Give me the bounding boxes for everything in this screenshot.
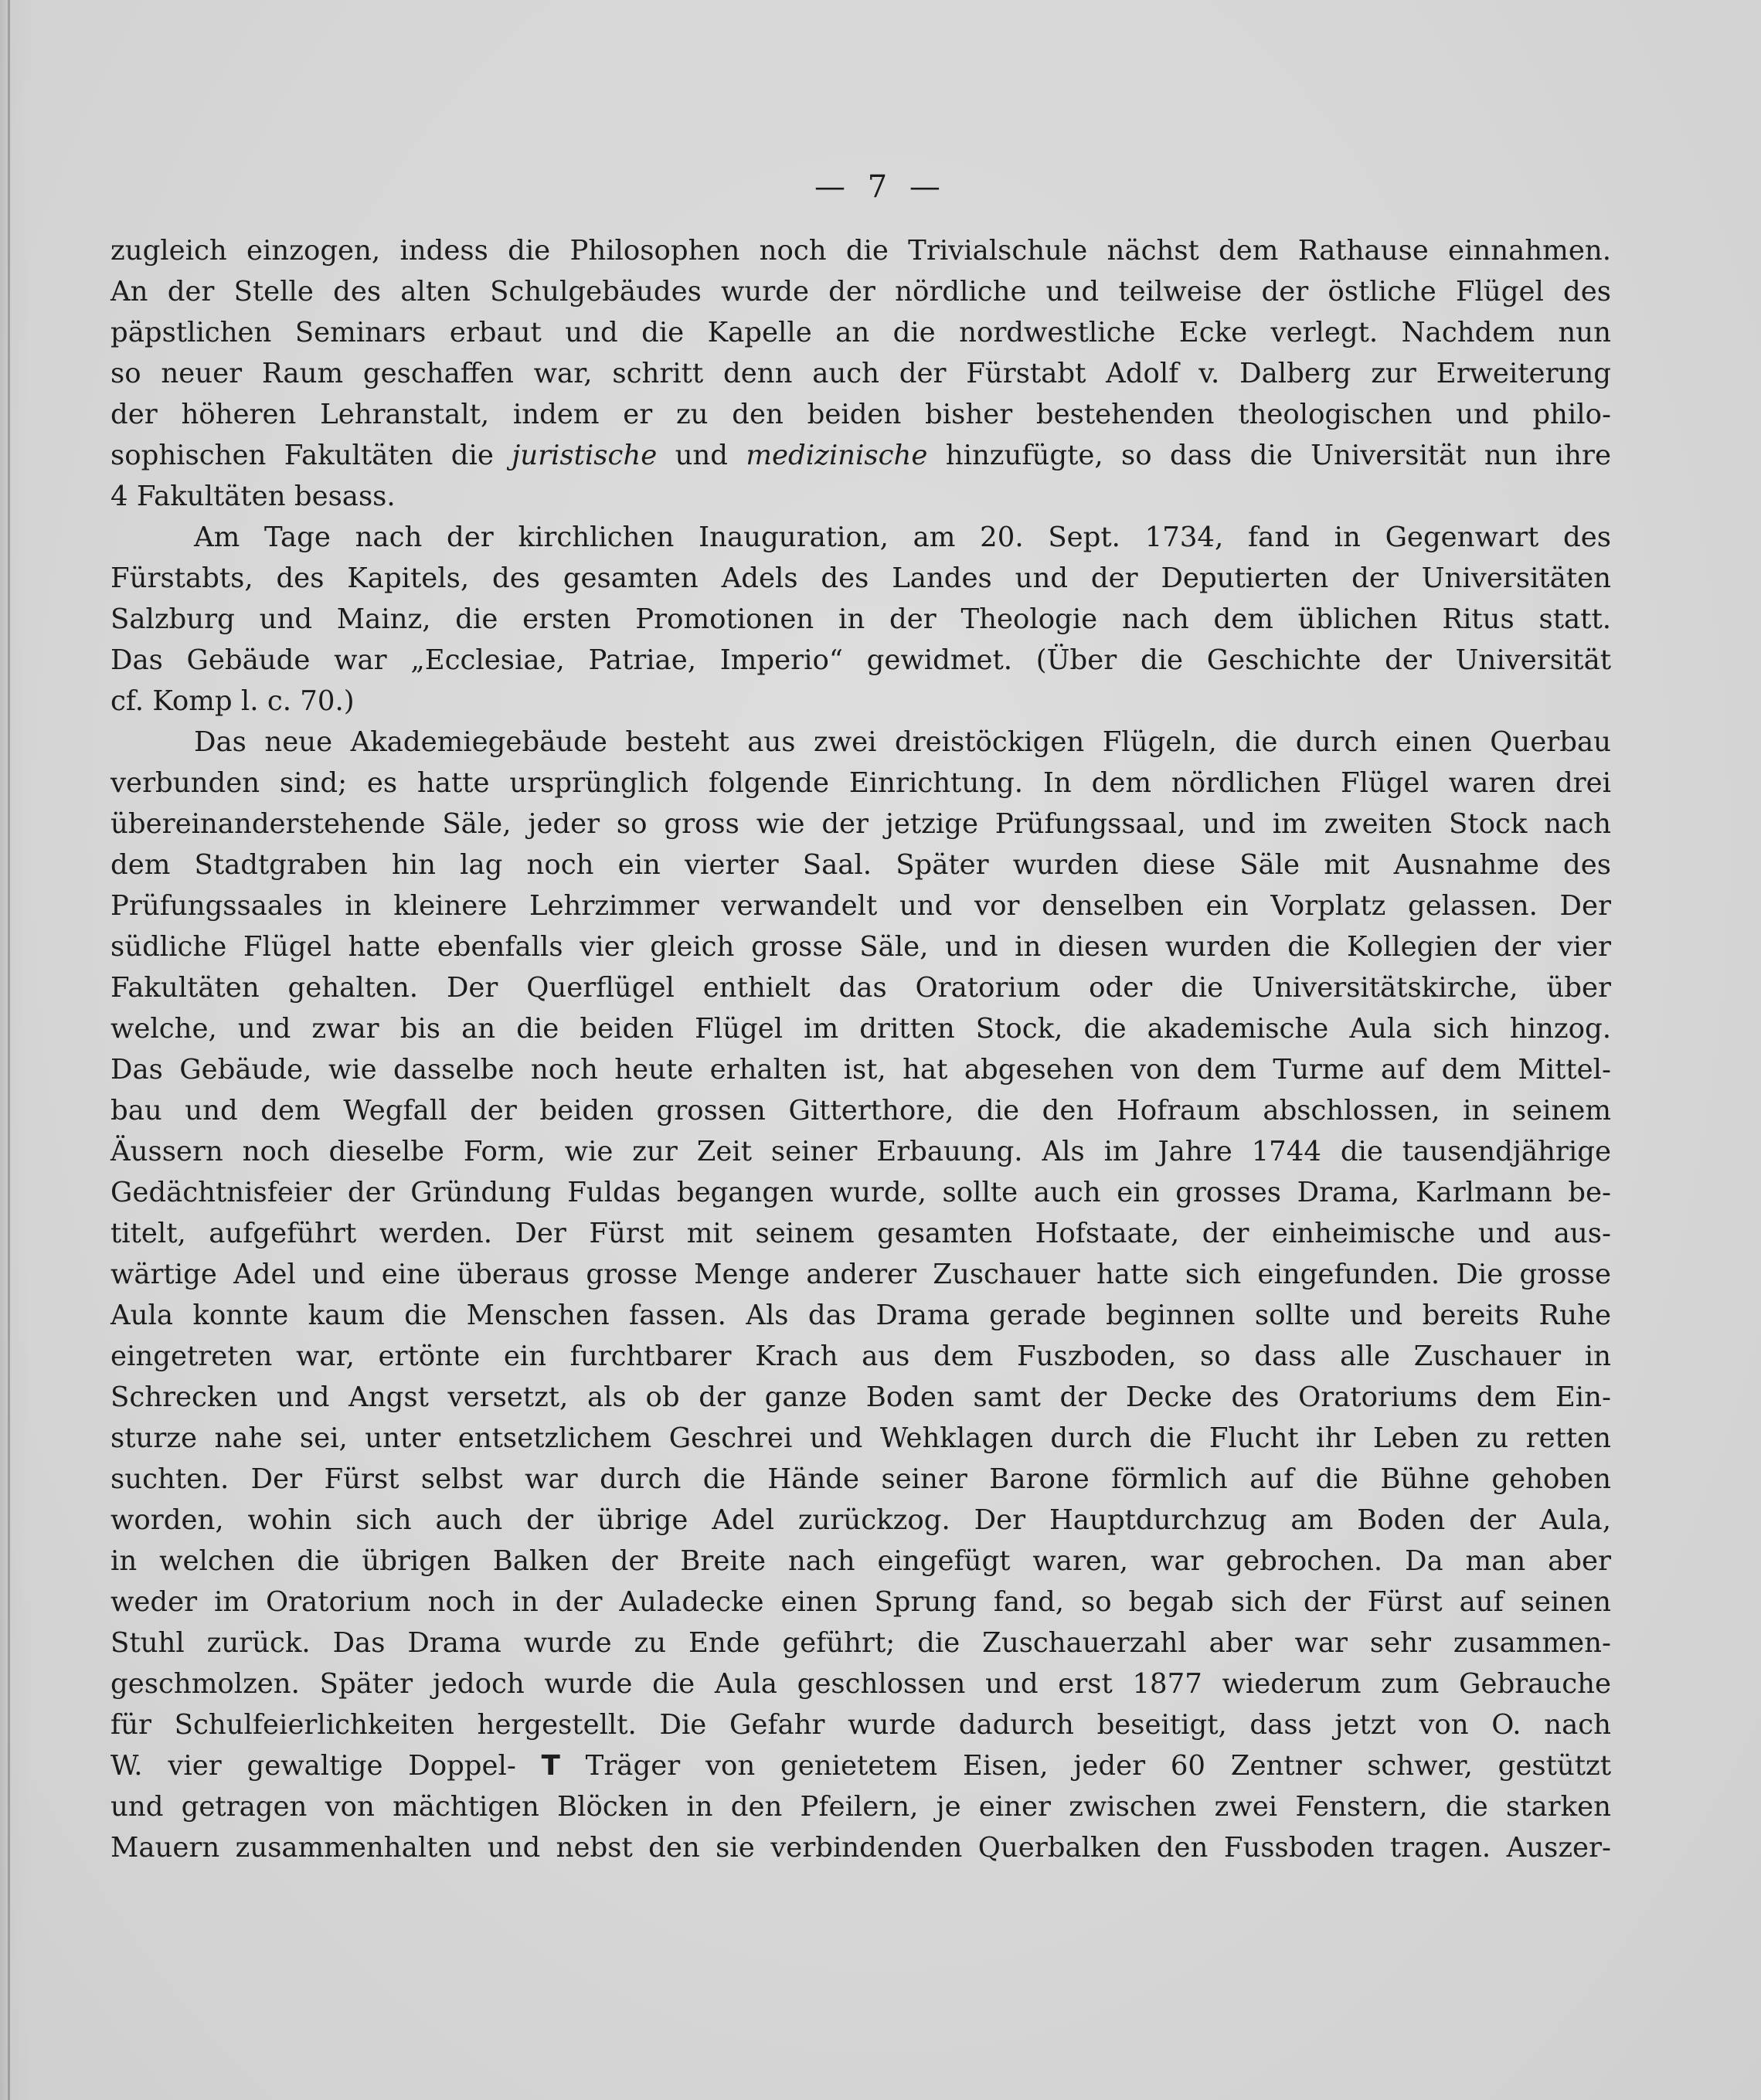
text-line: An der Stelle des alten Schulgebäudes wurde der nördliche und teilweise der östliche Flügel des	[110, 276, 1611, 308]
page-number: — 7 —	[814, 169, 947, 205]
text-line: Das neue Akademiegebäude besteht aus zwei dreistöckigen Flügeln, die durch einen Querbau	[194, 726, 1611, 758]
text-fragment: W. vier gewaltige Doppel-	[110, 1750, 542, 1782]
text-line: welche, und zwar bis an die beiden Flügel im dritten Stock, die akademische Aula sich hinzog.	[110, 1013, 1611, 1045]
text-line: Am Tage nach der kirchlichen Inauguration, am 20. Sept. 1734, fand in Gegenwart des	[194, 522, 1611, 553]
text-line: wärtige Adel und eine überaus grosse Menge anderer Zuschauer hatte sich eingefunden. Die grosse	[110, 1259, 1611, 1290]
text-line: cf. Komp l. c. 70.)	[110, 685, 355, 717]
text-line: verbunden sind; es hatte ursprünglich folgende Einrichtung. In dem nördlichen Flügel waren drei	[110, 767, 1611, 799]
text-line: geschmolzen. Später jedoch wurde die Aula geschlossen und erst 1877 wiederum zum Gebrauche	[110, 1668, 1611, 1700]
text-fragment: und	[657, 440, 746, 471]
text-line: Aula konnte kaum die Menschen fassen. Als das Drama gerade beginnen sollte und bereits Ruhe	[110, 1300, 1611, 1331]
text-line: Das Gebäude, wie dasselbe noch heute erhalten ist, hat abgesehen von dem Turme auf dem Mittel-	[110, 1054, 1611, 1086]
text-line	[110, 1745, 1611, 1786]
t-beam-symbol: T	[541, 1750, 560, 1782]
text-line: Äussern noch dieselbe Form, wie zur Zeit seiner Erbauung. Als im Jahre 1744 die tausendjährige	[110, 1136, 1611, 1167]
text-line: päpstlichen Seminars erbaut und die Kapelle an die nordwestliche Ecke verlegt. Nachdem nun	[110, 317, 1611, 348]
text-line: 4 Fakultäten besass.	[110, 481, 396, 512]
text-line: titelt, aufgeführt werden. Der Fürst mit seinem gesamten Hofstaate, der einheimische und aus-	[110, 1218, 1611, 1249]
text-line: eingetreten war, ertönte ein furchtbarer Krach aus dem Fuszboden, so dass alle Zuschauer in	[110, 1341, 1611, 1372]
text-line: Mauern zusammenhalten und nebst den sie verbindenden Querbalken den Fussboden tragen. Auszer-	[110, 1832, 1611, 1864]
text-line: Schrecken und Angst versetzt, als ob der ganze Boden samt der Decke des Oratoriums dem Ein-	[110, 1381, 1611, 1413]
text-line: Das Gebäude war „Ecclesiae, Patriae, Imperio“ gewidmet. (Über die Geschichte der Universität	[110, 644, 1611, 676]
text-line: Fürstabts, des Kapitels, des gesamten Adels des Landes und der Deputierten der Universitäten	[110, 562, 1611, 594]
text-line: Salzburg und Mainz, die ersten Promotionen in der Theologie nach dem üblichen Ritus statt.	[110, 603, 1611, 635]
text-line: übereinanderstehende Säle, jeder so gross wie der jetzige Prüfungssaal, und im zweiten Stock nach	[110, 808, 1611, 840]
italic-term-juristische: juristische	[512, 440, 658, 471]
text-line: so neuer Raum geschaffen war, schritt denn auch der Fürstabt Adolf v. Dalberg zur Erweiterung	[110, 358, 1611, 389]
text-line: weder im Oratorium noch in der Auladecke einen Sprung fand, so begab sich der Fürst auf seinen	[110, 1586, 1611, 1618]
text-line: zugleich einzogen, indess die Philosophen noch die Trivialschule nächst dem Rathause einnahmen.	[110, 235, 1611, 267]
text-line: für Schulfeierlichkeiten hergestellt. Die Gefahr wurde dadurch beseitigt, dass jetzt von O. nach	[110, 1709, 1611, 1741]
text-line: sturze nahe sei, unter entsetzlichem Geschrei und Wehklagen durch die Flucht ihr Leben zu retten	[110, 1422, 1611, 1454]
text-line: dem Stadtgraben hin lag noch ein vierter Saal. Später wurden diese Säle mit Ausnahme des	[110, 849, 1611, 881]
paragraph	[110, 722, 1611, 1868]
text-line: und getragen von mächtigen Blöcken in den Pfeilern, je einer zwischen zwei Fenstern, die starken	[110, 1791, 1611, 1823]
text-line: Fakultäten gehalten. Der Querflügel enthielt das Oratorium oder die Universitätskirche, über	[110, 972, 1611, 1004]
page-edge-shadow	[8, 0, 10, 2100]
text-line: südliche Flügel hatte ebenfalls vier gleich grosse Säle, und in diesen wurden die Kollegien der vier	[110, 931, 1611, 963]
text-line: Gedächtnisfeier der Gründung Fuldas begangen wurde, sollte auch ein grosses Drama, Karlmann be-	[110, 1177, 1611, 1208]
text-line: Stuhl zurück. Das Drama wurde zu Ende geführt; die Zuschauerzahl aber war sehr zusammen-	[110, 1627, 1611, 1659]
text-fragment: Träger von genietetem Eisen, jeder 60 Zentner schwer, gestützt	[559, 1750, 1611, 1782]
text-line: in welchen die übrigen Balken der Breite nach eingefügt waren, war gebrochen. Da man aber	[110, 1545, 1611, 1577]
text-fragment: sophischen Fakultäten die	[110, 440, 512, 471]
text-fragment: hinzufügte, so dass die Universität nun ihre	[927, 440, 1611, 471]
text-line: Prüfungssaales in kleinere Lehrzimmer verwandelt und vor denselben ein Vorplatz gelassen. Der	[110, 890, 1611, 922]
paragraph	[110, 517, 1611, 722]
text-line	[110, 435, 1611, 476]
italic-term-medizinische: medizinische	[746, 440, 928, 471]
body-text	[110, 230, 1611, 1868]
text-line: bau und dem Wegfall der beiden grossen Gitterthore, die den Hofraum abschlossen, in seinem	[110, 1095, 1611, 1126]
text-line: worden, wohin sich auch der übrige Adel zurückzog. Der Hauptdurchzug am Boden der Aula,	[110, 1504, 1611, 1536]
text-line: der höheren Lehranstalt, indem er zu den beiden bisher bestehenden theologischen und philo-	[110, 399, 1611, 430]
text-line: suchten. Der Fürst selbst war durch die Hände seiner Barone förmlich auf die Bühne gehoben	[110, 1463, 1611, 1495]
paragraph	[110, 230, 1611, 517]
